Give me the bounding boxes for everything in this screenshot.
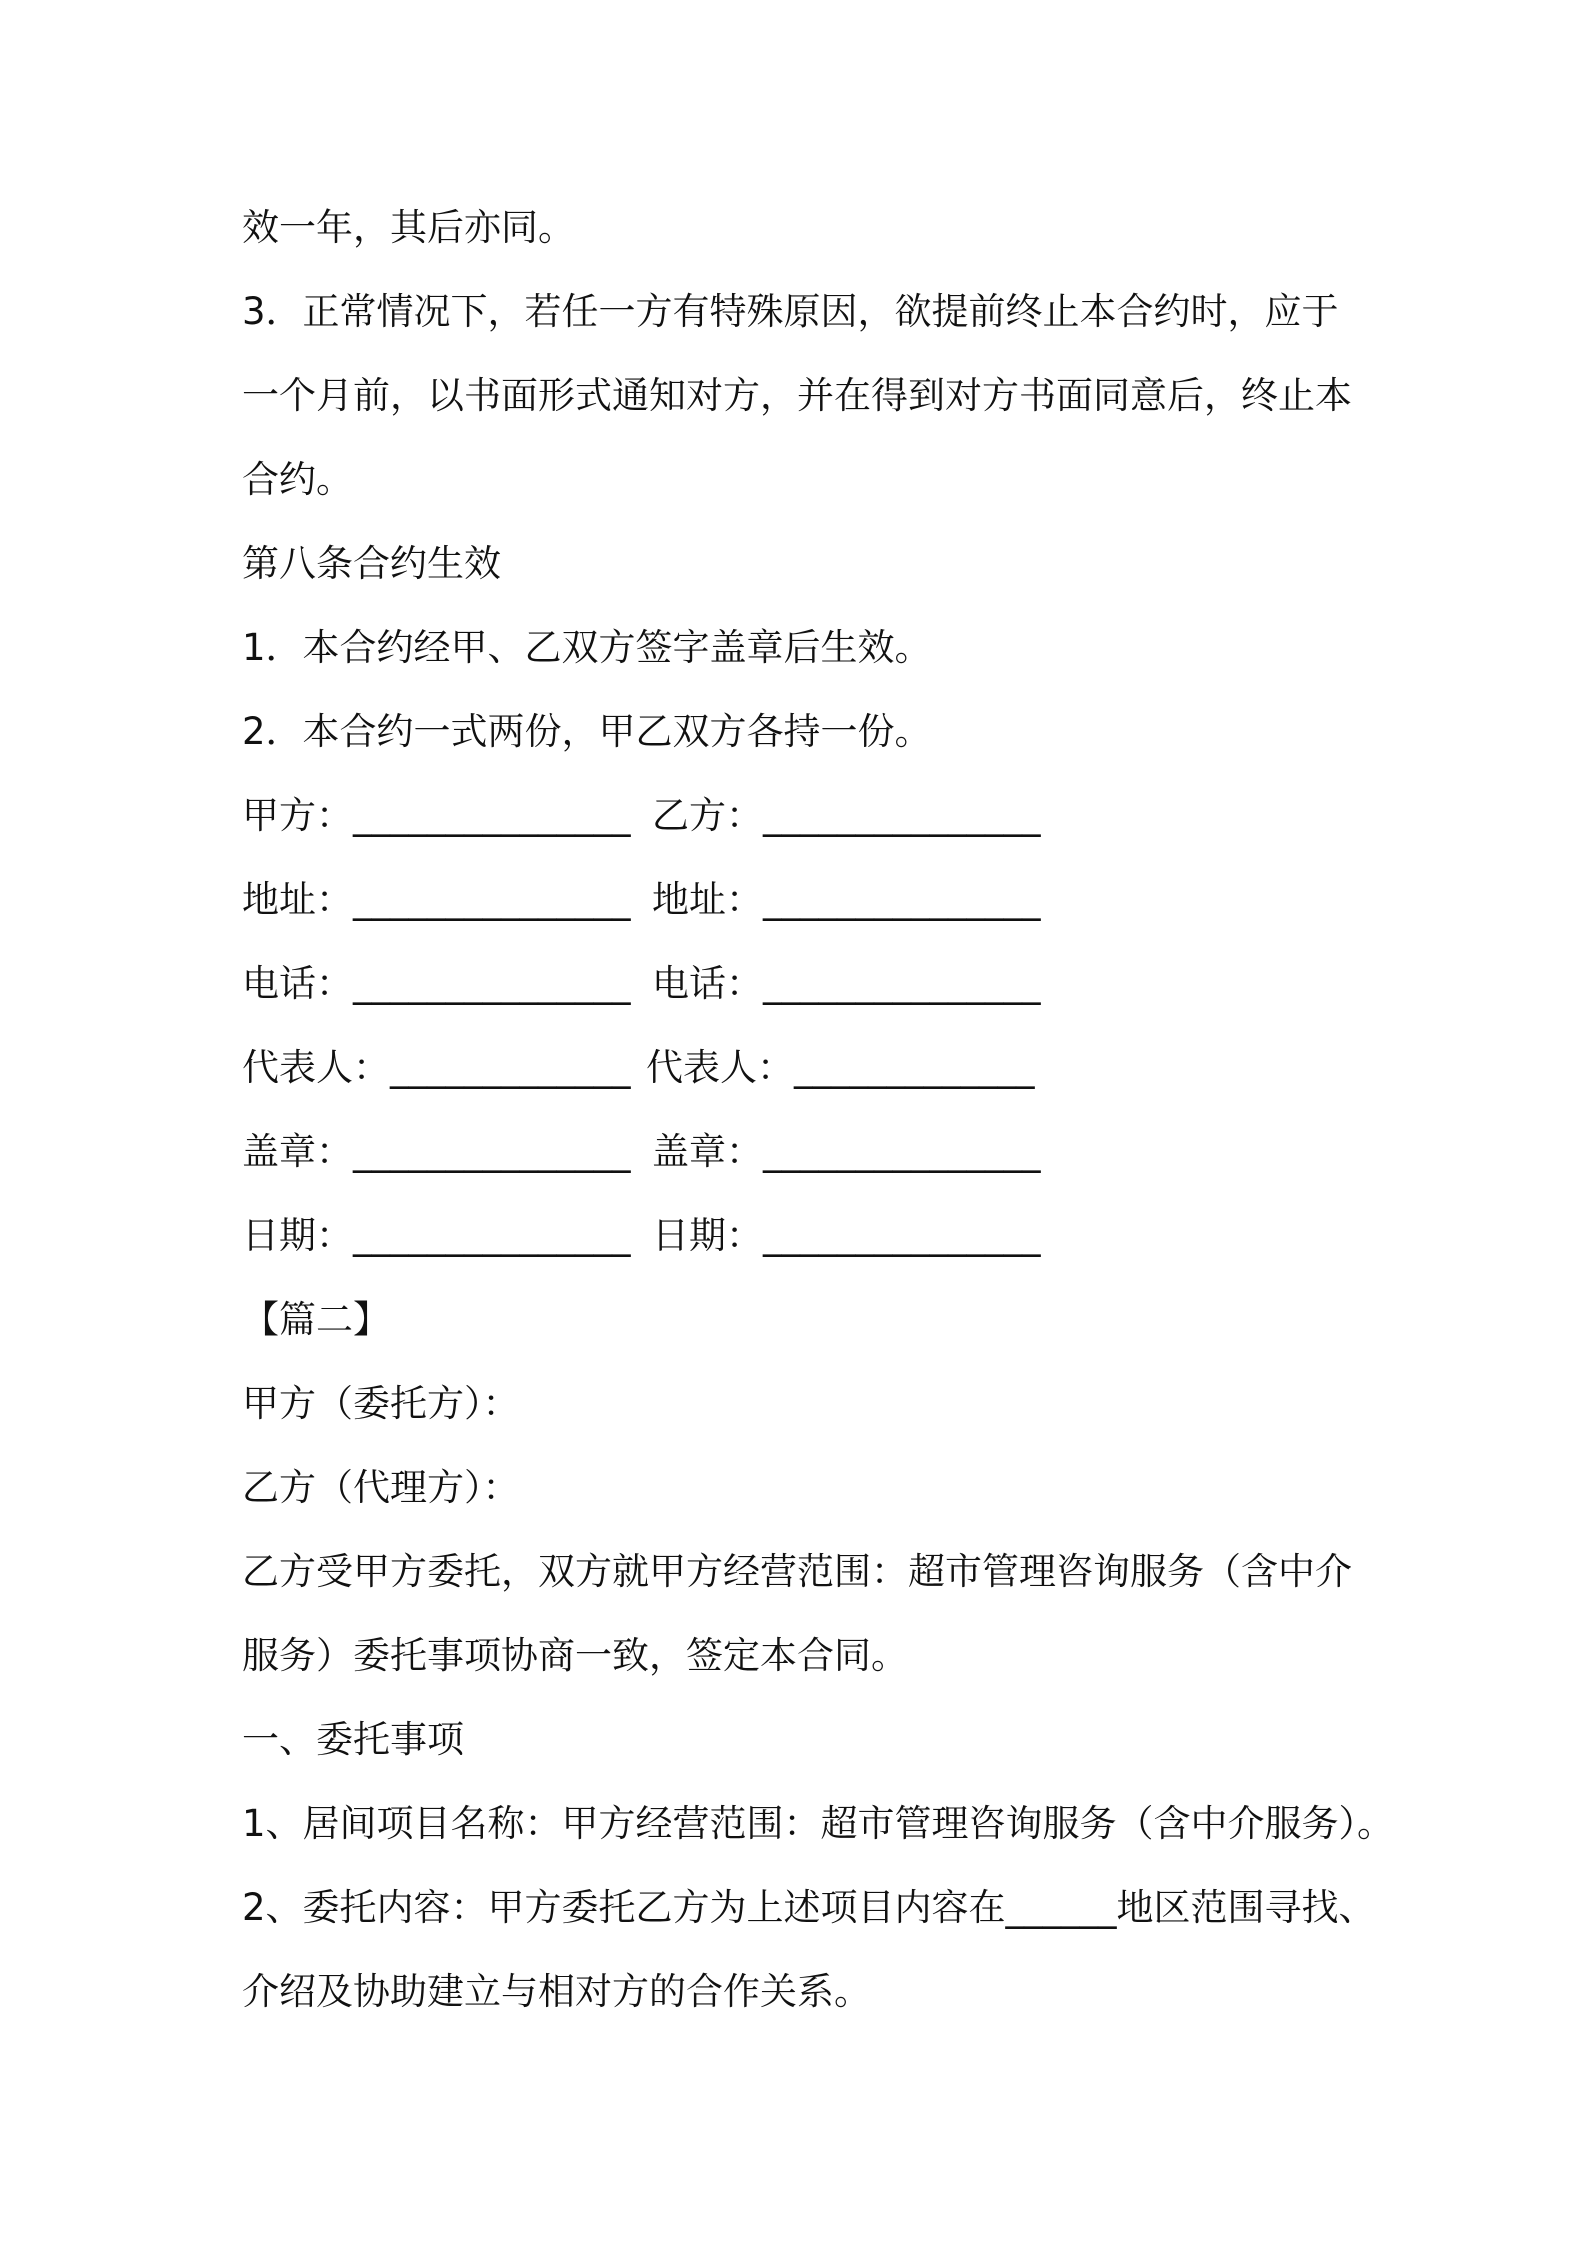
signature-row [242, 1026, 1362, 1110]
paragraph-line: 1、居间项目名称：甲方经营范围：超市管理咨询服务（含中介服务）。 [242, 1802, 1395, 1845]
signature-field-left: 代表人：_____________ [242, 1046, 631, 1089]
article-heading: 第八条合约生效 [242, 542, 501, 585]
signature-row [242, 1194, 1362, 1278]
signature-field-right: 代表人：_____________ [646, 1046, 1035, 1089]
signature-field-right: 乙方：_______________ [652, 794, 1041, 837]
paragraph-line: 2、委托内容：甲方委托乙方为上述项目内容在______地区范围寻找、 [242, 1886, 1376, 1929]
signature-field-right: 地址：_______________ [652, 878, 1041, 921]
signature-field-left: 地址：_______________ [242, 878, 631, 921]
section-title: 【篇二】 [242, 1298, 390, 1341]
signature-field-left: 盖章：_______________ [242, 1130, 631, 1173]
paragraph-line: 2．本合约一式两份，甲乙双方各持一份。 [242, 710, 932, 753]
party-b-label: 乙方（代理方）： [242, 1466, 520, 1509]
paragraph-line: 3．正常情况下，若任一方有特殊原因，欲提前终止本合约时，应于 [242, 290, 1339, 333]
paragraph-line: 效一年，其后亦同。 [242, 206, 575, 249]
signature-row [242, 774, 1362, 858]
signature-row [242, 1110, 1362, 1194]
signature-field-right: 盖章：_______________ [652, 1130, 1041, 1173]
paragraph-line: 1．本合约经甲、乙双方签字盖章后生效。 [242, 626, 932, 669]
paragraph-line: 乙方受甲方委托，双方就甲方经营范围：超市管理咨询服务（含中介 [242, 1550, 1352, 1593]
signature-row [242, 858, 1362, 942]
paragraph-line: 介绍及协助建立与相对方的合作关系。 [242, 1970, 871, 2013]
party-a-label: 甲方（委托方）： [242, 1382, 520, 1425]
paragraph-line: 合约。 [242, 458, 353, 501]
signature-field-right: 电话：_______________ [652, 962, 1041, 1005]
paragraph-line: 服务）委托事项协商一致，签定本合同。 [242, 1634, 908, 1677]
signature-row [242, 942, 1362, 1026]
signature-field-left: 电话：_______________ [242, 962, 631, 1005]
signature-field-left: 日期：_______________ [242, 1214, 631, 1257]
paragraph-line: 一个月前，以书面形式通知对方，并在得到对方书面同意后，终止本 [242, 374, 1352, 417]
signature-field-right: 日期：_______________ [652, 1214, 1041, 1257]
section-heading: 一、委托事项 [242, 1718, 464, 1761]
signature-field-left: 甲方：_______________ [242, 794, 631, 837]
